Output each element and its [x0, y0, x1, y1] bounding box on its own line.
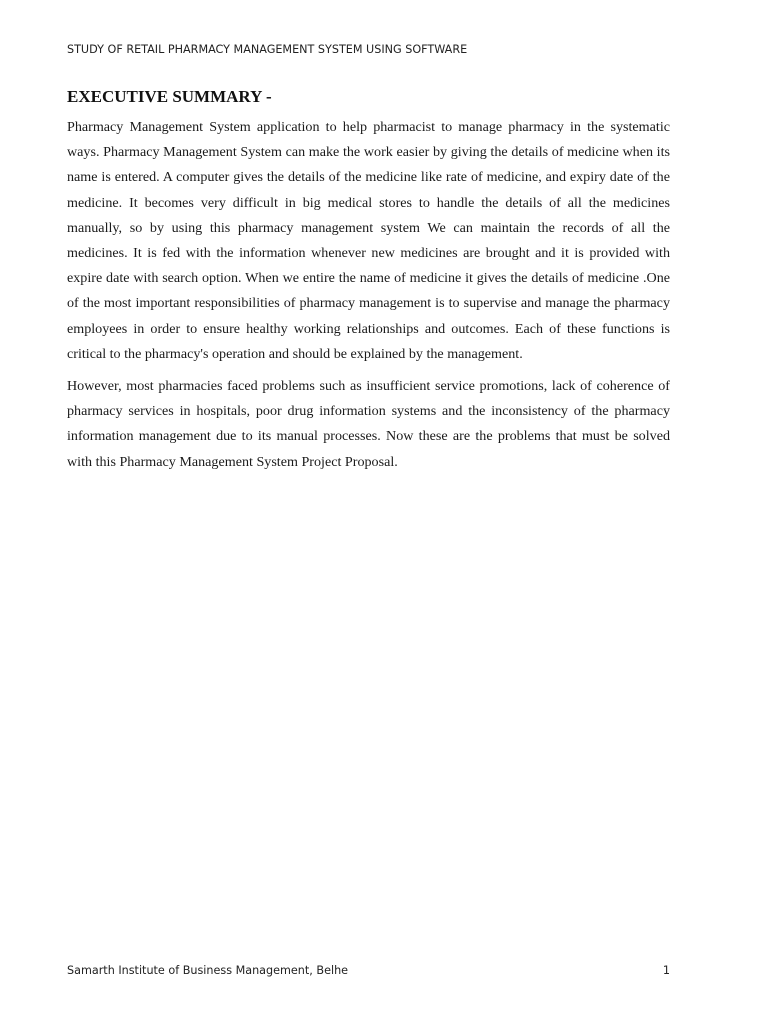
section-title: EXECUTIVE SUMMARY - — [67, 87, 272, 106]
paragraph-2: However, most pharmacies faced problems such as insufficient service promotions, lack of coherence of pharmacy services in hospitals, poor drug information systems and the inconsistency of the pharmacy information management due to its manual processes. Now these are the problems that must be solved with this Pharmacy Management System Project Proposal. — [67, 378, 670, 470]
page-number: 1 — [662, 964, 670, 977]
page-footer — [67, 964, 670, 977]
document-body — [67, 86, 670, 482]
footer-institution: Samarth Institute of Business Management, Belhe — [67, 964, 349, 977]
paragraph-1: Pharmacy Management System application to help pharmacist to manage pharmacy in the systematic ways. Pharmacy Management System can make the work easier by giving the details of medicine when its name is entered. A computer gives the details of the medicine like rate of medicine, and expiry date of the medicine. It becomes very difficult in big medical stores to handle the details of all the medicines manually, so by using this pharmacy management system We can maintain the records of all the medicines. It is fed with the information whenever new medicines are brought and it is provided with expire date with search option. When we entire the name of medicine it gives the details of medicine .One of the most important responsibilities of pharmacy management is to supervise and manage the pharmacy employees in order to ensure healthy working relationships and outcomes. Each of these functions is critical to the pharmacy's operation and should be explained by the management. — [67, 119, 670, 362]
running-header: STUDY OF RETAIL PHARMACY MANAGEMENT SYSTEM USING SOFTWARE — [67, 43, 468, 56]
